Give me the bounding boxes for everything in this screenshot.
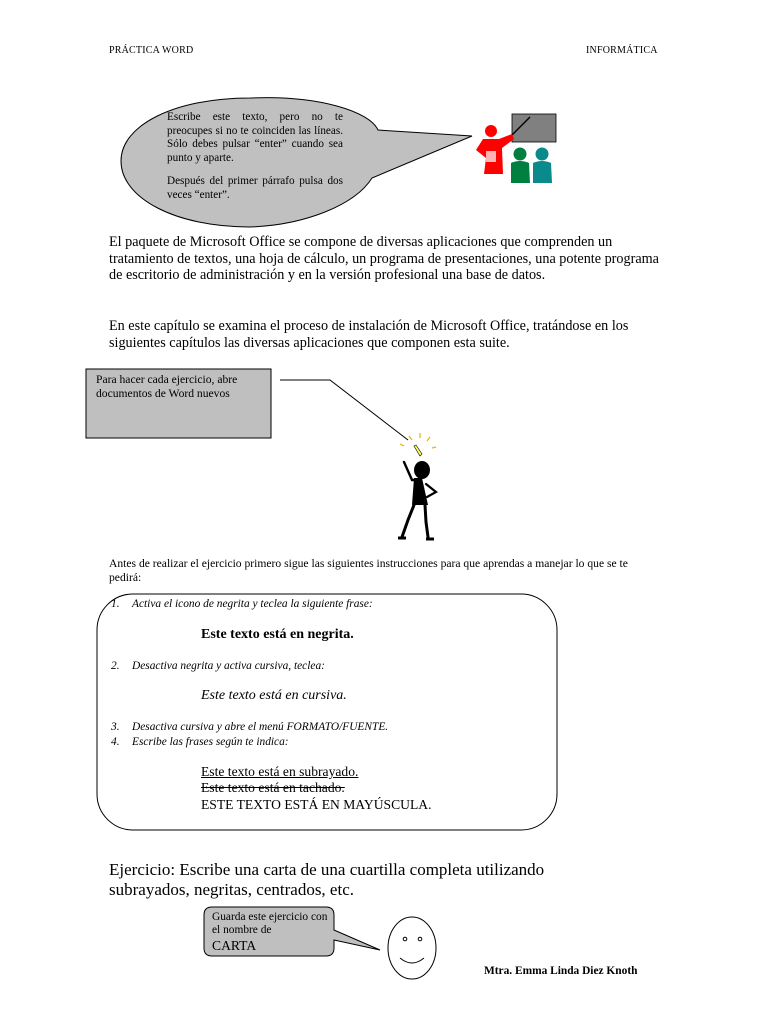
- step-2-text: Desactiva negrita y activa cursiva, teclea:: [132, 660, 325, 672]
- callout-line: [280, 380, 408, 440]
- header-left: PRÁCTICA WORD: [109, 45, 194, 56]
- save-note-name: CARTA: [212, 938, 257, 953]
- header-right: INFORMÁTICA: [586, 45, 658, 56]
- save-note-text: Guarda este ejercicio con el nombre de: [212, 911, 328, 937]
- step-4-number: 4.: [111, 736, 120, 748]
- step-3-number: 3.: [111, 721, 120, 733]
- italic-sample: Este texto está en cursiva.: [201, 688, 347, 703]
- step-1-text: Activa el icono de negrita y teclea la siguiente frase:: [132, 598, 373, 610]
- uppercase-sample: ESTE TEXTO ESTÁ EN MAYÚSCULA.: [201, 797, 432, 812]
- paragraph-1: El paquete de Microsoft Office se compone de diversas aplicaciones que comprenden un tratamiento de textos, una hoja de cálculo, un programa de presentaciones, una potente programa de escritorio de administración y en la versión profesional una base de datos.: [109, 234, 659, 284]
- note-text: Para hacer cada ejercicio, abre documentos de Word nuevos: [96, 373, 238, 400]
- bubble-text-1: Escribe este texto, pero no te preocupes si no te coinciden las líneas. Sólo debes pulsar “enter” cuando sea punto y aparte.: [167, 111, 343, 164]
- underline-sample: Este texto está en subrayado.: [201, 764, 359, 779]
- paragraph-2: En este capítulo se examina el proceso de instalación de Microsoft Office, tratándose en los siguientes capítulos las diversas aplicaciones que componen esta suite.: [109, 318, 629, 351]
- step-4-text: Escribe las frases según te indica:: [132, 736, 289, 748]
- step-1-number: 1.: [111, 598, 120, 610]
- step-2-number: 2.: [111, 660, 120, 672]
- idea-figure-icon: [398, 433, 436, 539]
- bold-sample: Este texto está en negrita.: [201, 627, 354, 642]
- step-3-text: Desactiva cursiva y abre el menú FORMATO/FUENTE.: [132, 721, 389, 733]
- strike-sample: Este texto está en tachado.: [201, 780, 345, 795]
- instructions-intro: Antes de realizar el ejercicio primero sigue las siguientes instrucciones para que aprendas a manejar lo que se te pedirá:: [109, 557, 628, 585]
- author-signature: Mtra. Emma Linda Diez Knoth: [484, 965, 638, 977]
- exercise-text: Ejercicio: Escribe una carta de una cuartilla completa utilizando subrayados, negritas, centrados, etc.: [109, 860, 545, 899]
- bubble-text-2: Después del primer párrafo pulsa dos veces “enter”.: [167, 175, 343, 201]
- smiley-icon: [388, 917, 436, 979]
- students-icon: [511, 148, 552, 184]
